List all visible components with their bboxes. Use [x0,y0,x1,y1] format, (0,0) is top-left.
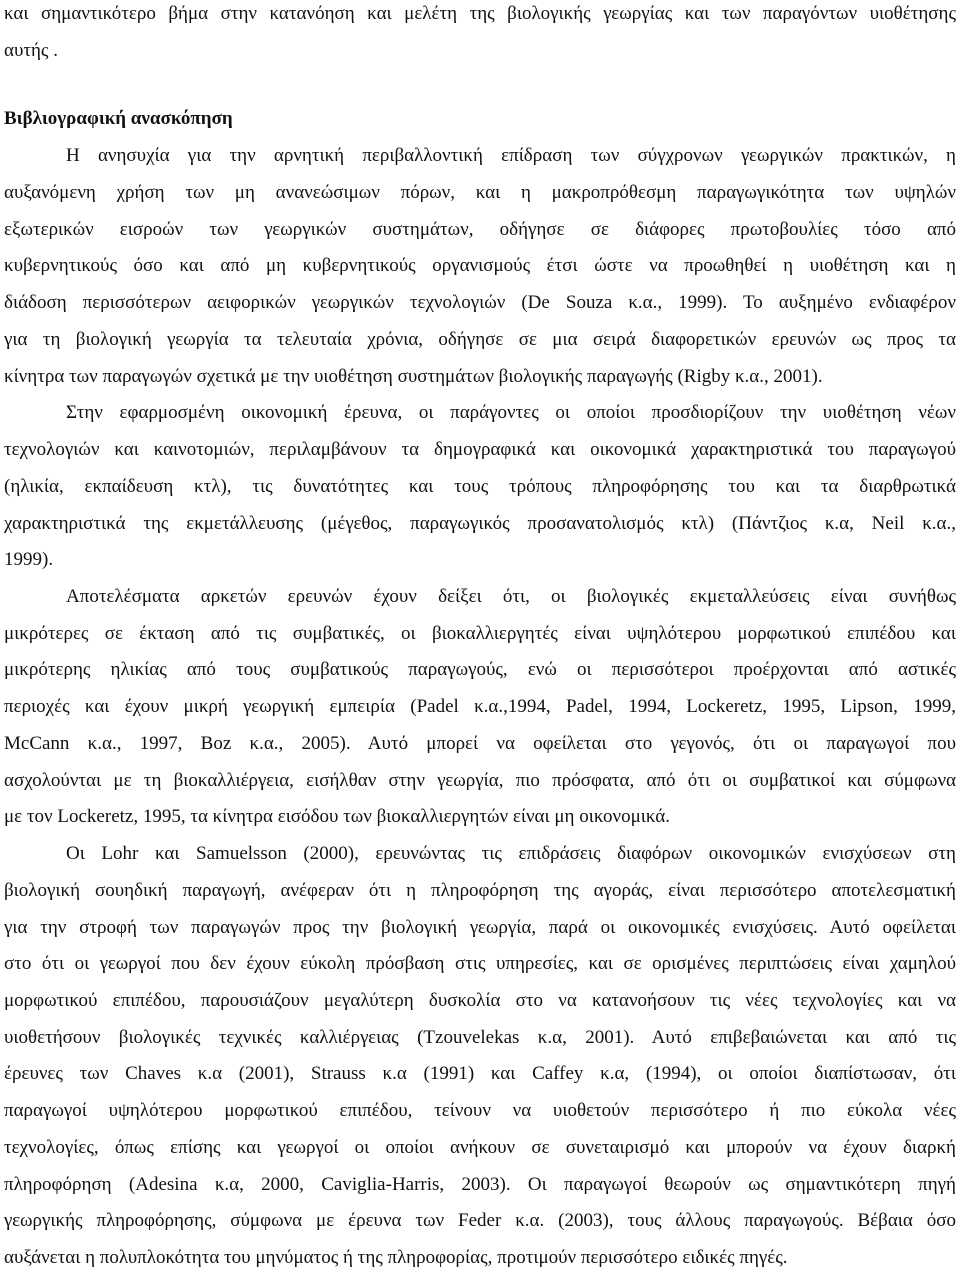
paragraph-line: γεωργικής πληροφόρησης, σύμφωνα με έρευνα των Feder κ.α. (2003), τους άλλους παραγωγούς. Βέβαια όσο [4,1210,956,1231]
paragraph-line: τεχνολογιών και καινοτομιών, περιλαμβάνουν τα δημογραφικά και οικονομικά χαρακτηριστικά του παραγωγού [4,439,956,460]
paragraph-line: υιοθετήσουν βιολογικές τεχνικές καλλιέργειας (Tzouvelekas κ.α, 2001). Αυτό επιβεβαιώνεται και από τις [4,1027,956,1048]
intro-line-1: και σημαντικότερο βήμα στην κατανόηση και μελέτη της βιολογικής γεωργίας και των παραγόντων υιοθέτησης [4,3,956,24]
paragraph-line: στο ότι οι γεωργοί που δεν έχουν εύκολη πρόσβαση στις υπηρεσίες, και σε ορισμένες περιπτώσεις είναι χαμηλού [4,953,956,974]
paragraph-line: διάδοση περισσότερων αειφορικών γεωργικών τεχνολογιών (De Souza κ.α., 1999). Το αυξημένο ενδιαφέρον [4,292,956,313]
paragraph-line: μικρότερες σε έκταση από τις συμβατικές, οι βιοκαλλιεργητές είναι υψηλότερου μορφωτικού επιπέδου και [4,623,956,644]
paragraph-line: τεχνολογίες, όπως επίσης και γεωργοί οι οποίοι ανήκουν σε συνεταιρισμό και μπορούν να έχουν διαρκή [4,1137,956,1158]
paragraph-line: βιολογική σουηδική παραγωγή, ανέφεραν ότι η πληροφόρηση της αγοράς, είναι περισσότερο αποτελεσματική [4,880,956,901]
paragraph-line: χαρακτηριστικά της εκμετάλλευσης (μέγεθος, παραγωγικός προσανατολισμός κτλ) (Πάντζιος κ.α, Neil κ.α., [4,513,956,534]
paragraph-line: Στην εφαρμοσμένη οικονομική έρευνα, οι παράγοντες οι οποίοι προσδιορίζουν την υιοθέτηση νέων [66,402,956,423]
paragraph-line: πληροφόρηση (Adesina κ.α, 2000, Caviglia-Harris, 2003). Οι παραγωγοί θεωρούν ως σημαντικότερη πηγή [4,1174,956,1195]
paragraph-line: Οι Lohr και Samuelsson (2000), ερευνώντας τις επιδράσεις διαφόρων οικονομικών ενισχύσεων στη [66,843,956,864]
paragraph-line: κυβερνητικούς όσο και από μη κυβερνητικούς οργανισμούς έτσι ώστε να προωθηθεί η υιοθέτηση και η [4,255,956,276]
paragraph-line: 1999). [4,549,54,570]
paragraph-line: περιοχές και έχουν μικρή γεωργική εμπειρία (Padel κ.α.,1994, Padel, 1994, Lockeretz, 1995, Lipson, 1999, [4,696,956,717]
paragraph-line: για την στροφή των παραγωγών προς την βιολογική γεωργία, παρά οι οικονομικές ενισχύσεις. Αυτό οφείλεται [4,917,956,938]
paragraph-line: (ηλικία, εκπαίδευση κτλ), τις δυνατότητες και τους τρόπους πληροφόρησης του και τα διαρθρωτικά [4,476,956,497]
paragraph-line: Η ανησυχία για την αρνητική περιβαλλοντική επίδραση των σύγχρονων γεωργικών πρακτικών, η [66,145,956,166]
paragraph-line: εξωτερικών εισροών των γεωργικών συστημάτων, οδήγησε σε διάφορες πρωτοβουλίες τόσο από [4,219,956,240]
paragraph-line: κίνητρα των παραγωγών σχετικά με την υιοθέτηση συστημάτων βιολογικής παραγωγής (Rigby κ.α., 2001). [4,366,823,387]
paragraph-line: μικρότερης ηλικίας από τους συμβατικούς παραγωγούς, ενώ οι περισσότεροι προέρχονται από αστικές [4,659,956,680]
paragraph-line: παραγωγοί υψηλότερου μορφωτικού επιπέδου, τείνουν να υιοθετούν περισσότερο ή πιο εύκολα νέες [4,1100,956,1121]
paragraph-line: αυξάνεται η πολυπλοκότητα του μηνύματος ή της πληροφορίας, προτιμούν περισσότερο ειδικές πηγές. [4,1247,788,1268]
paragraph-line: για τη βιολογική γεωργία τα τελευταία χρόνια, οδήγησε σε μια σειρά διαφορετικών ερευνών ως προς τα [4,329,956,350]
paragraph-line: μορφωτικού επιπέδου, παρουσιάζουν μεγαλύτερη δυσκολία στο να κατανοήσουν τις νέες τεχνολογίες και να [4,990,956,1011]
paragraph-line: έρευνες των Chaves κ.α (2001), Strauss κ.α (1991) και Caffey κ.α, (1994), οι οποίοι διαπίστωσαν, ότι [4,1063,956,1084]
intro-line-2: αυτής . [4,40,58,61]
paragraph-line: αυξανόμενη χρήση των μη ανανεώσιμων πόρων, και η μακροπρόθεσμη παραγωγικότητα των υψηλών [4,182,956,203]
paragraph-line: McCann κ.α., 1997, Boz κ.α., 2005). Αυτό μπορεί να οφείλεται στο γεγονός, ότι οι παραγωγοί που [4,733,956,754]
paragraph-line: Αποτελέσματα αρκετών ερευνών έχουν δείξει ότι, οι βιολογικές εκμεταλλεύσεις είναι συνήθως [66,586,956,607]
paragraph-line: ασχολούνται με τη βιοκαλλιέργεια, εισήλθαν στην γεωργία, πιο πρόσφατα, από ότι οι συμβατικοί και σύμφωνα [4,770,956,791]
paragraph-line: με τον Lockeretz, 1995, τα κίνητρα εισόδου των βιοκαλλιεργητών είναι μη οικονομικά. [4,806,670,827]
section-heading: Βιβλιογραφική ανασκόπηση [4,108,233,129]
